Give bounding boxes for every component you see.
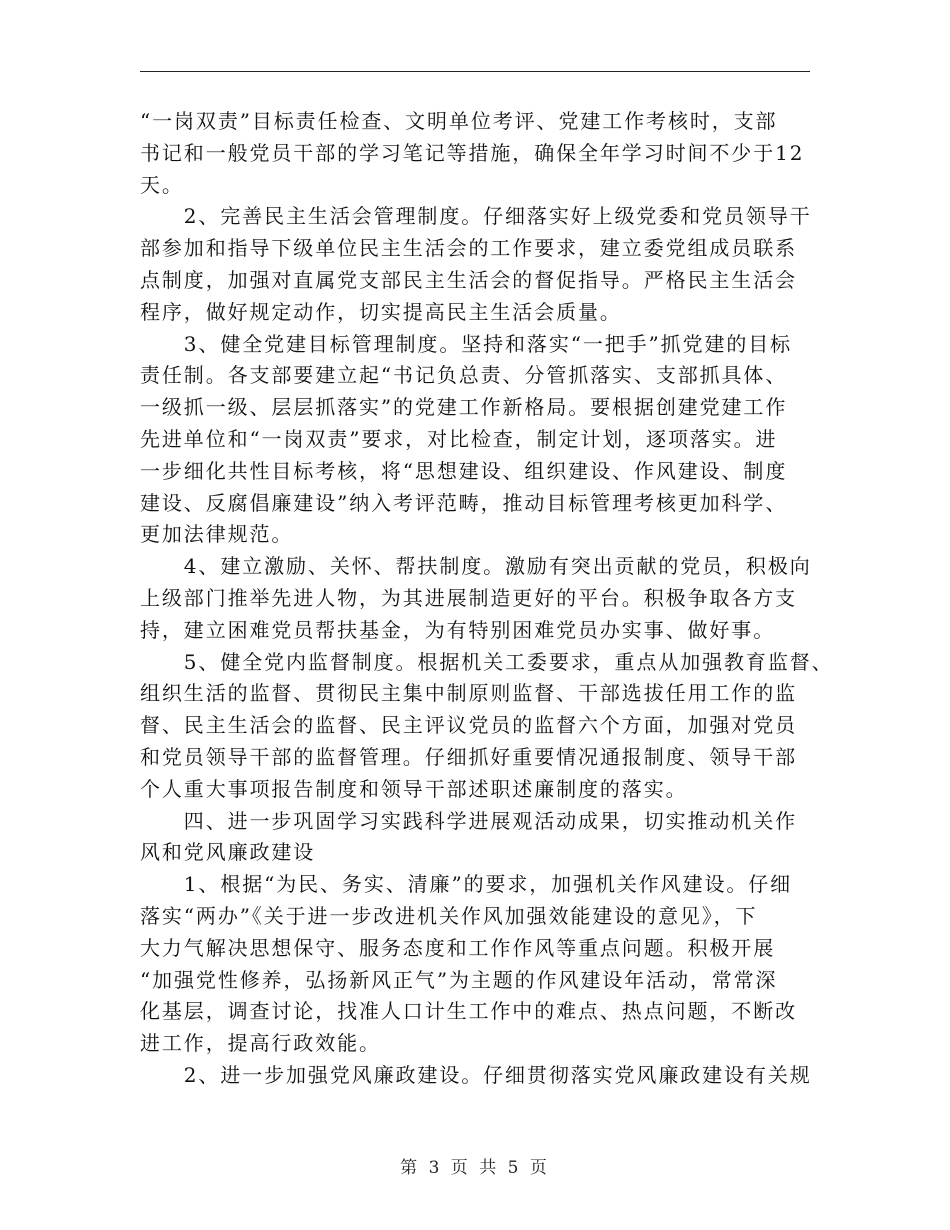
text-line: 督、民主生活会的监督、民主评议党员的监督六个方面，加强对党员 <box>140 713 797 738</box>
text-line: 上级部门推举先进人物，为其进展制造更好的平台。积极争取各方支 <box>140 585 797 610</box>
text-line: 4、建立激励、关怀、帮扶制度。激励有突出贡献的党员，积极向 <box>140 554 812 579</box>
text-line: 建设、反腐倡廉建设”纳入考评范畴，推动目标管理考核更加科学、 <box>140 490 788 515</box>
document-body <box>140 106 834 1092</box>
text-line: 5、健全党内监督制度。根据机关工委要求，重点从加强教育监督、 <box>140 649 834 674</box>
text-line: 点制度，加强对直属党支部民主生活会的督促指导。严格民主生活会 <box>140 267 797 292</box>
text-line: 天。 <box>140 172 184 197</box>
page-number: 第 3 页 共 5 页 <box>400 1158 550 1178</box>
text-line: 一步细化共性目标考核，将“思想建设、组织建设、作风建设、制度 <box>140 458 788 483</box>
text-line: 责任制。各支部要建立起“书记负总责、分管抓落实、支部抓具体、 <box>140 363 788 388</box>
text-line: 2、完善民主生活会管理制度。仔细落实好上级党委和党员领导干 <box>140 204 812 229</box>
text-line: 组织生活的监督、贯彻民主集中制原则监督、干部选拔任用工作的监 <box>140 681 797 706</box>
text-line: 1、根据“为民、务实、清廉”的要求，加强机关作风建设。仔细 <box>140 872 793 897</box>
text-line: “一岗双责”目标责任检查、文明单位考评、党建工作考核时，支部 <box>140 109 778 133</box>
text-line: 持，建立困难党员帮扶基金，为有特别困难党员办实事、做好事。 <box>140 617 776 642</box>
text-line: 落实“两办”《关于进一步改进机关作风加强效能建设的意见》，下 <box>140 903 758 928</box>
text-line: 先进单位和“一岗双责”要求，对比检查，制定计划，逐项落实。进 <box>140 426 778 451</box>
text-line: 个人重大事项报告制度和领导干部述职述廉制度的落实。 <box>140 776 688 801</box>
text-line: 风和党风廉政建设 <box>140 840 316 865</box>
header-rule <box>140 71 810 72</box>
text-line: 程序，做好规定动作，切实提高民主生活会质量。 <box>140 299 622 324</box>
text-line: 一级抓一级、层层抓落实”的党建工作新格局。要根据创建党建工作 <box>140 395 788 420</box>
text-line: 四、进一步巩固学习实践科学进展观活动成果，切实推动机关作 <box>140 808 797 833</box>
text-line: 更加法律规范。 <box>140 522 294 547</box>
text-line: 3、健全党建目标管理制度。坚持和落实“一把手”抓党建的目标 <box>140 331 793 356</box>
text-line: “加强党性修养，弘扬新风正气”为主题的作风建设年活动，常常深 <box>140 967 778 992</box>
text-line: 进工作，提高行政效能。 <box>140 1031 381 1056</box>
text-line: 书记和一般党员干部的学习笔记等措施，确保全年学习时间不少于12 <box>140 140 805 165</box>
text-line: 2、进一步加强党风廉政建设。仔细贯彻落实党风廉政建设有关规 <box>140 1062 812 1087</box>
text-line: 部参加和指导下级单位民主生活会的工作要求，建立委党组成员联系 <box>140 236 797 261</box>
text-line: 大力气解决思想保守、服务态度和工作作风等重点问题。积极开展 <box>140 935 776 960</box>
text-line: 和党员领导干部的监督管理。仔细抓好重要情况通报制度、领导干部 <box>140 744 797 769</box>
text-line: 化基层，调查讨论，找准人口计生工作中的难点、热点问题，不断改 <box>140 999 797 1024</box>
